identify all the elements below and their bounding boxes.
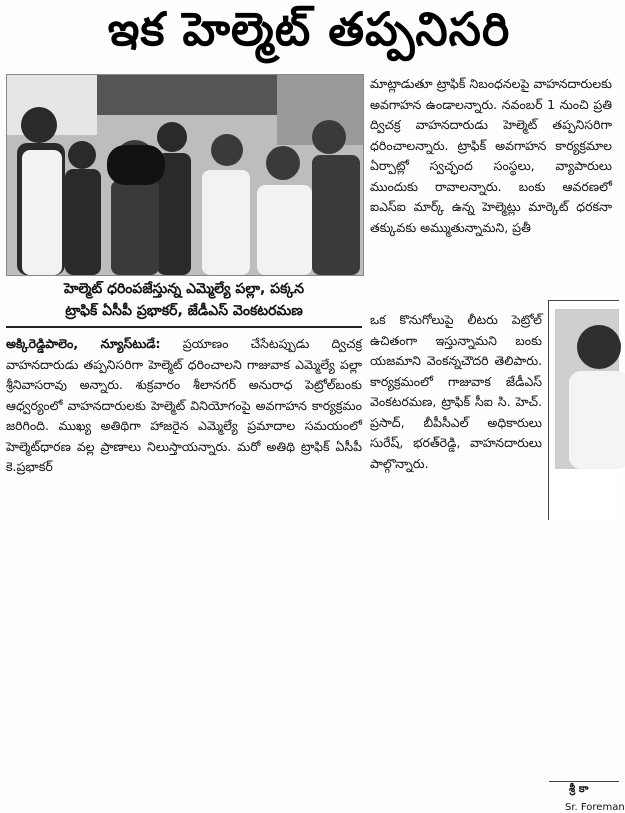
inset-role: Sr. Foreman — [565, 802, 625, 813]
photo-caption — [6, 278, 362, 328]
article-text-right-bottom: ఒక కొనుగోలుపై లీటరు పెట్రోల్ ఉచితంగా ఇస్తున్నామని బంకు యజమాని వెంకన్నచౌదరి తెలిపారు. కార్యక్రమంలో గాజువాక జేడీఎస్ వెంకటరమణ, ట్రాఫిక్ సీఐ సి. హెచ్. ప్రసాద్, బీపీసీఎల్ అధికారులు సురేష్, భరత్‌రెడ్డి, వాహనదారులు పాల్గొన్నారు. — [370, 312, 542, 471]
article-text-left: ప్రయాణం చేసేటప్పుడు ద్విచక్ర వాహనదారుడు తప్పనిసరిగా హెల్మెట్ ధరించాలని గాజువాక ఎమ్మెల్యే పల్లా శ్రీనివాసరావు అన్నారు. శుక్రవారం శీలానగర్ అనురాధ పెట్రోల్‌బంకు ఆధ్వర్యంలో వాహనదారులకు హెల్మెట్ వినియోగంపై అవగాహన కార్యక్రమం జరిగింది. ముఖ్య అతిథిగా హాజరైన ఎమ్మెల్యే ప్రమాదాల సమయంలో హెల్మెట్‌ధారణ వల్ల ప్రాణాలు నిలుస్తాయన్నారు. మరో అతిథి ట్రాఫిక్ ఏసీపీ కె.ప్రభాకర్ — [6, 336, 363, 474]
portrait-illustration — [555, 309, 619, 469]
article-body-right-top — [370, 74, 612, 238]
photo-illustration — [7, 75, 363, 275]
inset-name: శ్రీ కా — [549, 781, 619, 798]
headline: ఇక హెల్మెట్ తప్పనిసరి — [107, 2, 511, 56]
inset-portrait — [555, 309, 619, 469]
article-body-left — [6, 334, 362, 478]
news-photo — [6, 74, 364, 276]
dateline: అక్కిరెడ్డిపాలెం, న్యూస్‌టుడే: — [6, 336, 161, 351]
caption-line-1: హెల్మెట్ ధరింపజేస్తున్న ఎమ్మెల్యే పల్లా, పక్కన — [63, 281, 305, 297]
caption-line-2: ట్రాఫిక్ ఏసీపీ ప్రభాకర్, జేడీఎస్ వెంకటరమణ — [65, 303, 303, 319]
article-text-right-top: మాట్లాడుతూ ట్రాఫిక్ నిబంధనలపై వాహనదారులకు అవగాహన ఉండాలన్నారు. నవంబర్ 1 నుంచి ప్రతి ద్విచక్ర వాహనదారుడు హెల్మెట్ తప్పనిసరిగా ధరించాలన్నారు. ట్రాఫిక్ అవగాహన కార్యక్రమాల ఏర్పాట్లో స్వచ్ఛంద సంస్థలు, వ్యాపారులు ముందుకు రావాలన్నారు. బంకు ఆవరణలో ఐఎస్ఐ మార్క్ ఉన్న హెల్మెట్లు మార్కెట్ ధరకనా తక్కువకు అమ్ముతున్నామని, ప్రతీ — [370, 76, 612, 235]
article-body-right-bottom — [370, 310, 542, 474]
inset-box — [548, 300, 625, 813]
